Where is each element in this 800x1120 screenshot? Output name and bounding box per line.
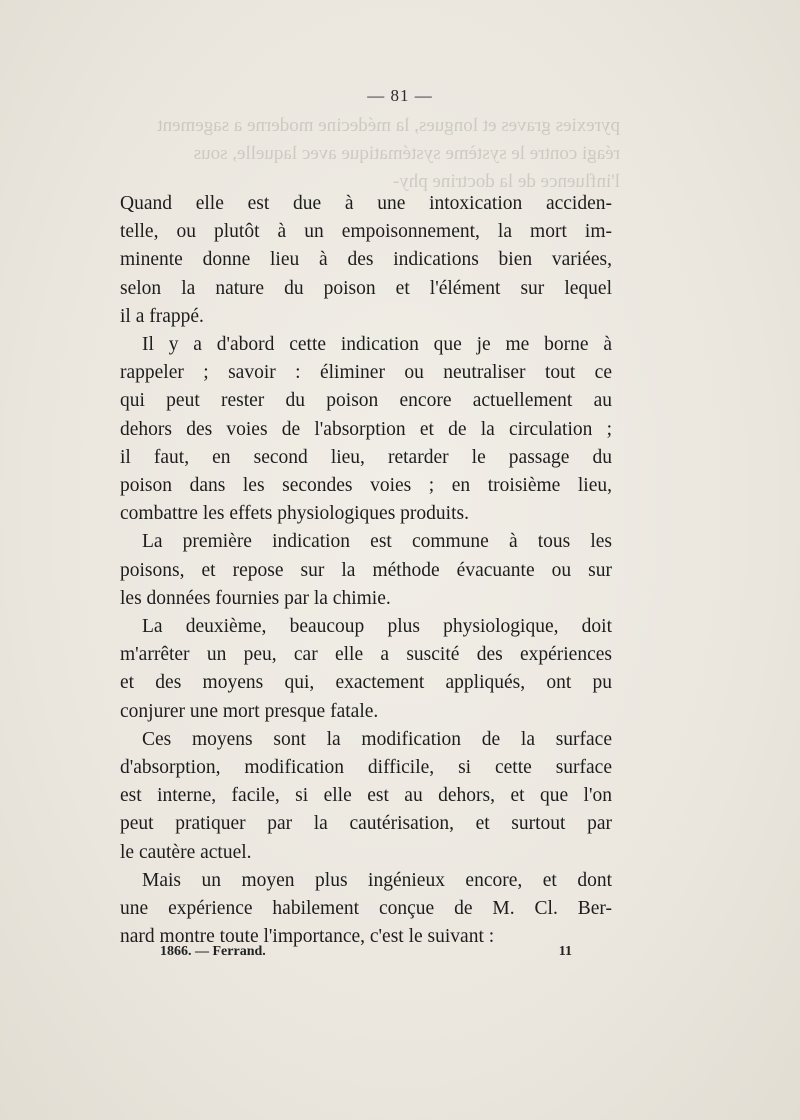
paragraph-1 <box>120 190 612 331</box>
text-line: m'arrêter un peu, car elle a suscité des expériences <box>120 644 612 666</box>
text-line: une expérience habilement conçue de M. Cl. Ber- <box>120 898 612 920</box>
text-line: combattre les effets physiologiques produits. <box>120 503 469 525</box>
text-line: dehors des voies de l'absorption et de la circulation ; <box>120 418 612 440</box>
text-line: poisons, et repose sur la méthode évacuante ou sur <box>120 559 612 581</box>
text-line: selon la nature du poison et l'élément sur lequel <box>120 277 612 299</box>
footer-sheet-number: 11 <box>558 944 572 959</box>
paragraph-6 <box>120 867 612 952</box>
paragraph-2 <box>120 331 612 528</box>
paragraph-3 <box>120 528 612 613</box>
paragraph-5 <box>120 726 612 867</box>
text-line: le cautère actuel. <box>120 841 252 863</box>
text-line: il a frappé. <box>120 305 204 327</box>
text-line: d'absorption, modification difficile, si cette surface <box>120 757 612 779</box>
page-number: — 81 — <box>367 86 433 105</box>
text-line: conjurer une mort presque fatale. <box>120 700 379 722</box>
text-line: La première indication est commune à tous les <box>142 531 612 553</box>
text-line: poison dans les secondes voies ; en troisième lieu, <box>120 475 612 497</box>
text-line: les données fournies par la chimie. <box>120 587 391 609</box>
footer-signature: 1866. — Ferrand. <box>160 944 266 959</box>
text-line: peut pratiquer par la cautérisation, et surtout par <box>120 813 612 835</box>
text-line: telle, ou plutôt à un empoisonnement, la mort im- <box>120 221 612 243</box>
body-text <box>120 190 612 951</box>
text-line: Ces moyens sont la modification de la surface <box>142 728 612 750</box>
text-line: il faut, en second lieu, retarder le passage du <box>120 446 612 468</box>
text-line: Mais un moyen plus ingénieux encore, et dont <box>142 869 612 891</box>
text-line: nard montre toute l'importance, c'est le suivant : <box>120 926 495 948</box>
text-line: minente donne lieu à des indications bien variées, <box>120 249 612 271</box>
text-line: Il y a d'abord cette indication que je me borne à <box>142 334 612 356</box>
text-line: est interne, facile, si elle est au dehors, et que l'on <box>120 785 612 807</box>
text-line: qui peut rester du poison encore actuellement au <box>120 390 612 412</box>
text-line: Quand elle est due à une intoxication acciden- <box>120 193 612 214</box>
show-through-text: pyrexies graves et longues, la médecine moderne a sagement réagi contre le système systématique avec laquelle, sous l'influence de la doctrine phy- <box>157 115 620 192</box>
text-line: et des moyens qui, exactement appliqués, ont pu <box>120 672 612 694</box>
text-line: rappeler ; savoir : éliminer ou neutraliser tout ce <box>120 362 612 384</box>
text-line: La deuxième, beaucoup plus physiologique, doit <box>142 616 612 638</box>
paragraph-4 <box>120 613 612 726</box>
